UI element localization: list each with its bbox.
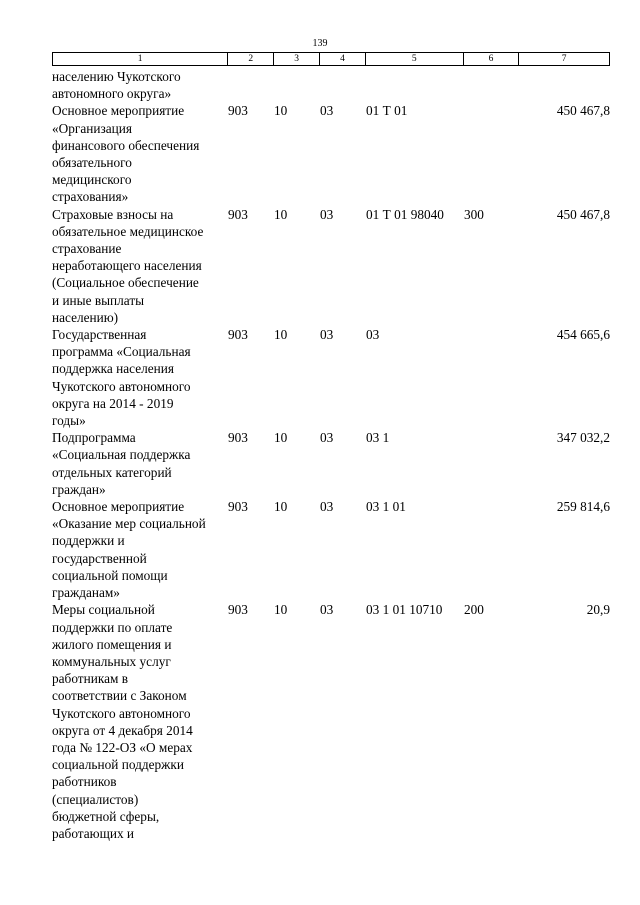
row-name-line: работников [52, 774, 117, 790]
row-name-line: страхования» [52, 189, 129, 205]
row-name-line: граждан» [52, 481, 106, 497]
target-article-code: 03 1 01 10710 [366, 602, 443, 618]
table-row [52, 102, 610, 205]
row-name-line: годы» [52, 413, 86, 429]
row-name-line: округа на 2014 - 2019 [52, 395, 174, 411]
amount: 347 032,2 [556, 430, 610, 446]
table-row [52, 68, 610, 102]
row-name-line: населению Чукотского [52, 69, 181, 84]
row-name-line: финансового обеспечения [52, 137, 200, 153]
page-number: 139 [312, 38, 328, 49]
amount: 454 665,6 [556, 327, 610, 343]
header-col-1: 1 [53, 53, 228, 65]
row-name-line: Основное мероприятие [52, 499, 185, 515]
section-code: 10 [274, 602, 288, 618]
subsection-code: 03 [320, 327, 334, 343]
header-col-2: 2 [228, 53, 274, 65]
header-col-4: 4 [320, 53, 366, 65]
row-name-line: «Оказание мер социальной [52, 516, 206, 532]
row-name-line: неработающего населения [52, 258, 202, 274]
table-row [52, 206, 610, 326]
row-name-line: жилого помещения и [52, 636, 172, 652]
row-name-line: округа от 4 декабря 2014 [52, 722, 193, 738]
header-col-7: 7 [561, 54, 567, 64]
subsection-code: 03 [320, 103, 334, 119]
row-name-line: и иные выплаты [52, 292, 145, 308]
table-row [52, 429, 610, 498]
row-name-line: Государственная [52, 327, 147, 343]
row-name-line: работающих и [52, 825, 135, 841]
row-name-line: страхование [52, 241, 122, 257]
table-row [52, 601, 610, 842]
row-name-line: коммунальных услуг [52, 653, 171, 669]
row-name [52, 429, 230, 498]
admin-code: 903 [228, 206, 248, 222]
subsection-code: 03 [320, 602, 334, 618]
row-name-line: Чукотского автономного [52, 705, 191, 721]
table-body [52, 68, 610, 842]
row-name-line: года № 122-ОЗ «О мерах [52, 739, 193, 755]
row-name-line: поддержки и [52, 533, 125, 549]
row-name-line: поддержки по оплате [52, 619, 173, 635]
row-name [52, 326, 230, 429]
row-name-line: обязательного [52, 155, 132, 171]
admin-code: 903 [228, 430, 248, 446]
row-name-line: населению) [52, 309, 119, 325]
row-name-line: государственной [52, 550, 147, 566]
row-name-line: медицинского [52, 172, 132, 188]
section-code: 10 [274, 206, 288, 222]
target-article-code: 01 Т 01 [366, 103, 408, 119]
row-name [52, 601, 230, 842]
admin-code: 903 [228, 602, 248, 618]
row-name-line: автономного округа» [52, 86, 172, 102]
row-name-line: (специалистов) [52, 791, 139, 807]
section-code: 10 [274, 103, 288, 119]
row-name-line: работникам в [52, 671, 129, 687]
amount: 259 814,6 [556, 499, 610, 515]
row-name-line: программа «Социальная [52, 344, 191, 360]
row-name-line: «Социальная поддержка [52, 447, 191, 463]
target-article-code: 03 1 01 [366, 499, 406, 515]
section-code: 10 [274, 327, 288, 343]
target-article-code: 01 Т 01 98040 [366, 206, 444, 222]
section-code: 10 [274, 430, 288, 446]
amount: 450 467,8 [556, 206, 610, 222]
admin-code: 903 [228, 499, 248, 515]
row-name-line: бюджетной сферы, [52, 808, 160, 824]
row-name-line: социальной поддержки [52, 757, 184, 773]
row-name-line: поддержка населения [52, 361, 175, 377]
subsection-code: 03 [320, 499, 334, 515]
admin-code: 903 [228, 103, 248, 119]
target-article-code: 03 1 [366, 430, 390, 446]
row-name-line: социальной помощи [52, 567, 168, 583]
subsection-code: 03 [320, 206, 334, 222]
section-code: 10 [274, 499, 288, 515]
header-col-3: 3 [274, 53, 320, 65]
header-col-6: 6 [464, 53, 520, 65]
row-name-line: соответствии с Законом [52, 688, 187, 704]
amount: 450 467,8 [556, 103, 610, 119]
row-name-line: Подпрограмма [52, 430, 136, 446]
row-name-line: Меры социальной [52, 602, 155, 618]
amount: 20,9 [586, 602, 610, 618]
row-name [52, 498, 230, 601]
row-name-line: «Организация [52, 120, 132, 136]
row-name [52, 102, 230, 205]
table-row [52, 326, 610, 429]
table-row [52, 498, 610, 601]
admin-code: 903 [228, 327, 248, 343]
row-name [52, 206, 230, 326]
expense-type-code: 200 [464, 602, 484, 618]
subsection-code: 03 [320, 430, 334, 446]
table-header [52, 52, 610, 66]
row-name-line: обязательное медицинское [52, 223, 204, 239]
row-name-line: (Социальное обеспечение [52, 275, 199, 291]
row-name [52, 68, 230, 102]
expense-type-code: 300 [464, 206, 484, 222]
row-name-line: Основное мероприятие [52, 103, 185, 119]
header-col-5: 5 [366, 53, 464, 65]
row-name-line: гражданам» [52, 585, 120, 601]
row-name-line: отдельных категорий [52, 464, 172, 480]
row-name-line: Страховые взносы на [52, 206, 174, 222]
target-article-code: 03 [366, 327, 380, 343]
row-name-line: Чукотского автономного [52, 378, 191, 394]
